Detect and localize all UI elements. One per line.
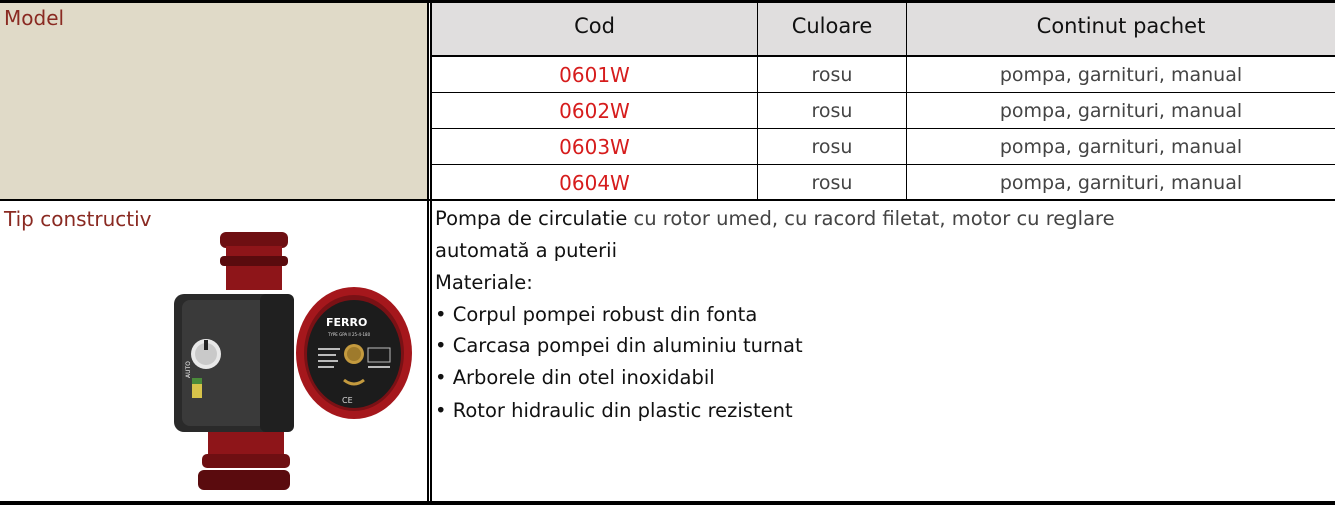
material-item: • Carcasa pompei din aluminiu turnat: [435, 334, 803, 357]
description-line-1: [435, 207, 1115, 230]
row-border: [432, 55, 1335, 57]
brand-label: FERRO: [326, 316, 368, 329]
continut-cell: pompa, garnituri, manual: [999, 100, 1243, 122]
culoare-cell: rosu: [811, 64, 853, 86]
materials-title: Materiale:: [435, 271, 533, 294]
model-cell: [0, 2, 427, 199]
row-border: [432, 92, 1335, 93]
material-item: • Arborele din otel inoxidabil: [435, 366, 715, 389]
tip-constructiv-label: Tip constructiv: [4, 207, 152, 231]
header-culoare: Culoare: [791, 14, 873, 38]
model-label: Model: [4, 6, 65, 30]
continut-cell: pompa, garnituri, manual: [999, 64, 1243, 86]
type-label: TYPE GPA II 25-4-180: [328, 332, 371, 337]
row-border: [432, 164, 1335, 165]
bottom-border: [0, 501, 1335, 505]
header-cod: Cod: [574, 14, 615, 38]
culoare-cell: rosu: [811, 100, 853, 122]
ce-mark: CE: [342, 396, 353, 405]
row-border: [432, 128, 1335, 129]
culoare-cell: rosu: [811, 172, 853, 194]
cod-cell: 0603W: [559, 135, 630, 159]
continut-cell: pompa, garnituri, manual: [999, 172, 1243, 194]
description-line-2: automată a puterii: [435, 239, 618, 262]
divider-left: [427, 0, 429, 505]
auto-label: AUTO: [185, 361, 192, 378]
continut-cell: pompa, garnituri, manual: [999, 136, 1243, 158]
culoare-cell: rosu: [811, 136, 853, 158]
description-bold: Pompa de circulatie: [435, 207, 628, 230]
top-border: [0, 0, 1335, 3]
cod-cell: 0604W: [559, 171, 630, 195]
cod-cell: 0602W: [559, 99, 630, 123]
material-item: • Corpul pompei robust din fonta: [435, 303, 758, 326]
header-continut: Continut pachet: [1036, 14, 1206, 38]
middle-border: [0, 199, 1335, 201]
pump-image: [168, 228, 414, 496]
description-rest: cu rotor umed, cu racord filetat, motor cu reglare: [627, 207, 1115, 230]
cod-cell: 0601W: [559, 63, 630, 87]
material-item: • Rotor hidraulic din plastic rezistent: [435, 399, 793, 422]
